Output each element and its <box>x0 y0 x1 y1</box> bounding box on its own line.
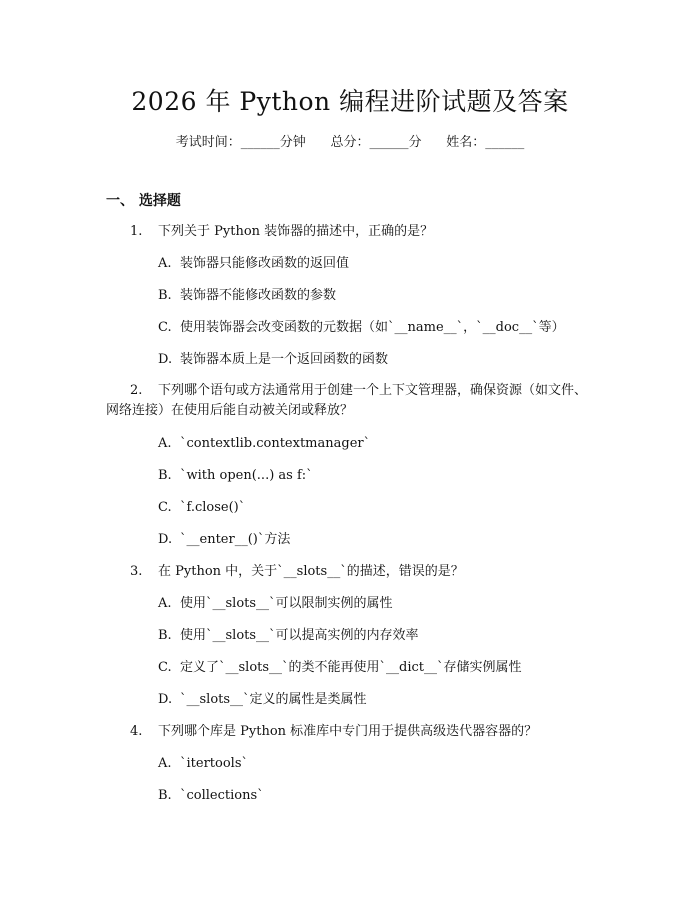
option-text: 装饰器本质上是一个返回函数的函数 <box>180 352 389 367</box>
option-text: 装饰器不能修改函数的参数 <box>180 288 337 303</box>
option-text: 装饰器只能修改函数的返回值 <box>180 256 350 271</box>
option-2b <box>158 466 313 486</box>
option-letter: A. <box>158 596 172 611</box>
question-number: 3. <box>130 564 143 579</box>
question-text: 下列关于 Python 装饰器的描述中，正确的是？ <box>158 224 434 239</box>
option-letter: A. <box>158 256 172 271</box>
option-letter: C. <box>158 500 172 515</box>
option-1c <box>158 318 565 338</box>
question-number: 2. <box>130 383 143 398</box>
question-text: 在 Python 中，关于`__slots__`的描述，错误的是？ <box>158 564 464 579</box>
option-letter: C. <box>158 660 172 675</box>
option-letter: B. <box>158 288 172 303</box>
option-4a <box>158 754 248 774</box>
question-text: 下列哪个语句或方法通常用于创建一个上下文管理器，确保资源（如文件、网络连接）在使用后能自动被关闭或释放？ <box>106 383 588 418</box>
option-2a <box>158 434 370 454</box>
option-3a <box>158 594 393 614</box>
option-text: 使用装饰器会改变函数的元数据（如`__name__`，`__doc__`等） <box>180 320 565 335</box>
option-letter: B. <box>158 468 172 483</box>
option-1b <box>158 286 336 306</box>
question-1 <box>106 222 592 242</box>
option-letter: D. <box>158 692 173 707</box>
question-text: 下列哪个库是 Python 标准库中专门用于提供高级迭代器容器的？ <box>158 724 538 739</box>
option-3d <box>158 690 367 710</box>
option-text: `contextlib.contextmanager` <box>180 436 371 451</box>
option-2d <box>158 530 290 550</box>
question-number: 1. <box>130 224 143 239</box>
question-number: 4. <box>130 724 143 739</box>
option-letter: B. <box>158 628 172 643</box>
option-text: `itertools` <box>180 756 248 771</box>
option-text: 定义了`__slots__`的类不能再使用`__dict__`存储实例属性 <box>180 660 522 675</box>
option-1d <box>158 350 388 370</box>
option-letter: D. <box>158 352 173 367</box>
question-4 <box>106 722 592 742</box>
question-3 <box>106 562 592 582</box>
option-2c <box>158 498 245 518</box>
option-text: 使用`__slots__`可以提高实例的内存效率 <box>180 628 419 643</box>
option-3b <box>158 626 419 646</box>
option-text: `__slots__`定义的属性是类属性 <box>180 692 367 707</box>
option-letter: A. <box>158 756 172 771</box>
option-text: `collections` <box>180 788 264 803</box>
option-letter: B. <box>158 788 172 803</box>
exam-meta-line: 考试时间：______分钟 总分：______分 姓名：______ <box>175 135 525 150</box>
option-letter: A. <box>158 436 172 451</box>
option-text: `__enter__()`方法 <box>180 532 291 547</box>
question-2 <box>106 381 592 421</box>
option-1a <box>158 254 349 274</box>
section-heading: 一、 选择题 <box>106 193 181 209</box>
document-title: 2026 年 Python 编程进阶试题及答案 <box>131 87 569 116</box>
option-letter: C. <box>158 320 172 335</box>
option-letter: D. <box>158 532 173 547</box>
option-4b <box>158 786 264 806</box>
option-text: `with open(...) as f:` <box>180 468 313 483</box>
option-text: 使用`__slots__`可以限制实例的属性 <box>180 596 393 611</box>
option-3c <box>158 658 522 678</box>
option-text: `f.close()` <box>180 500 246 515</box>
